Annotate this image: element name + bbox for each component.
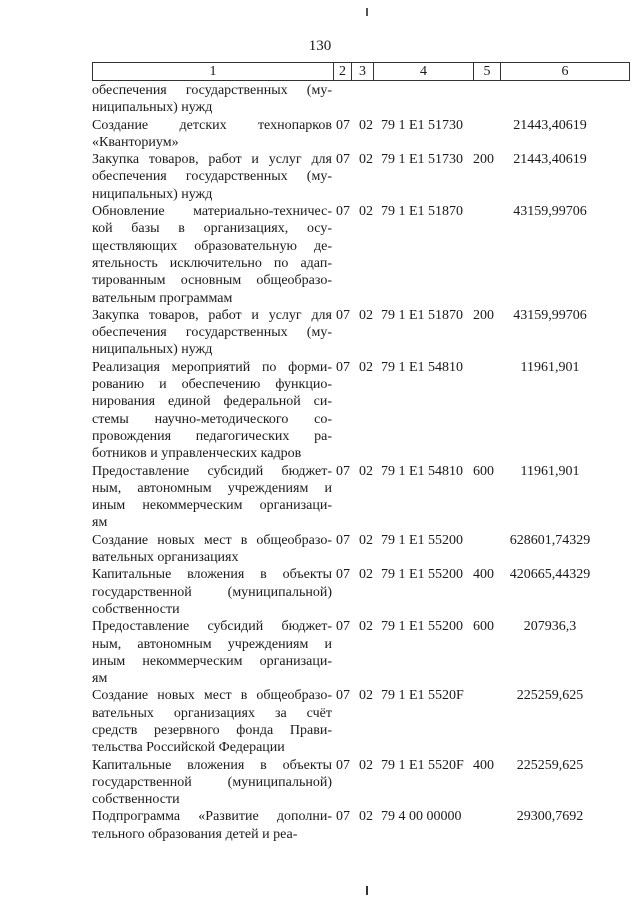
- row-name-line: обеспечения государственных (му-: [92, 83, 332, 98]
- row-name-line: Обновление материально-техничес-: [92, 204, 332, 220]
- subsection-code: 02: [359, 117, 373, 133]
- column-header-1: 1: [93, 63, 334, 81]
- column-header-6: 6: [501, 63, 630, 81]
- target-article-code: 79 1 E1 54810: [381, 463, 464, 479]
- row-name-line: Реализация мероприятий по форми-: [92, 359, 332, 375]
- row-name-line: тированным основным общеобразо-: [92, 273, 332, 289]
- amount: 29300,7692: [516, 809, 584, 825]
- row-name-line: «Кванториум»: [92, 134, 179, 150]
- expense-type-code: 200: [473, 152, 494, 168]
- expense-type-code: 600: [473, 463, 494, 479]
- amount: 225259,625: [516, 757, 584, 773]
- amount: 21443,40619: [513, 152, 587, 168]
- row-name-line: Капитальные вложения в объекты: [92, 757, 332, 773]
- row-name: [92, 532, 332, 567]
- amount: 225259,625: [516, 688, 584, 704]
- row-name-line: провождения педагогических ра-: [92, 428, 332, 444]
- row-name-line: Капитальные вложения в объекты: [92, 567, 332, 583]
- table-row: [92, 151, 632, 203]
- target-article-code: 79 1 E1 55200: [381, 619, 464, 635]
- page-number: 130: [308, 38, 332, 54]
- row-name: [92, 463, 332, 532]
- amount: 628601,74329: [509, 532, 591, 548]
- section-code: 07: [336, 567, 350, 583]
- amount: 43159,99706: [513, 204, 587, 220]
- table-row: [92, 566, 632, 618]
- row-name-line: ществляющих образовательную де-: [92, 238, 332, 254]
- row-name-line: нирования единой федеральной си-: [92, 394, 332, 410]
- table-row: [92, 757, 632, 809]
- row-name-line: ятельность исключительно по адап-: [92, 255, 332, 271]
- table-row: [92, 618, 632, 687]
- row-name-line: ботников и управленческих кадров: [92, 446, 302, 462]
- row-name-line: обеспечения государственных (му-: [92, 325, 332, 341]
- table-row: [92, 532, 632, 567]
- expense-type-code: 600: [473, 619, 494, 635]
- row-name-line: Создание детских технопарков: [92, 117, 332, 133]
- row-name-line: вательных организациях за счёт: [92, 705, 332, 721]
- target-article-code: 79 4 00 00000: [381, 809, 462, 825]
- target-article-code: 79 1 E1 5520F: [381, 757, 464, 773]
- row-name: [92, 566, 332, 618]
- column-header-3: 3: [352, 63, 374, 81]
- row-name-line: ниципальных) нужд: [92, 342, 213, 358]
- target-article-code: 79 1 E1 51870: [381, 204, 464, 220]
- subsection-code: 02: [359, 359, 373, 375]
- row-name-line: государственной (муниципальной): [92, 584, 332, 600]
- table-row: [92, 687, 632, 756]
- row-name-line: обеспечения государственных (му-: [92, 169, 332, 185]
- row-name: [92, 203, 332, 307]
- subsection-code: 02: [359, 757, 373, 773]
- subsection-code: 02: [359, 204, 373, 220]
- section-code: 07: [336, 152, 350, 168]
- row-name-line: Предоставление субсидий бюджет-: [92, 463, 332, 479]
- subsection-code: 02: [359, 619, 373, 635]
- subsection-code: 02: [359, 567, 373, 583]
- subsection-code: 02: [359, 307, 373, 323]
- target-article-code: 79 1 E1 51730: [381, 152, 464, 168]
- subsection-code: 02: [359, 152, 373, 168]
- row-name-line: ниципальных) нужд: [92, 100, 213, 116]
- scan-mark-top: [366, 8, 368, 16]
- expense-type-code: 400: [473, 757, 494, 773]
- section-code: 07: [336, 619, 350, 635]
- row-name: [92, 307, 332, 359]
- row-name-line: вательным программам: [92, 290, 233, 306]
- row-name-line: иным некоммерческим организаци-: [92, 653, 332, 669]
- expense-type-code: 200: [473, 307, 494, 323]
- table-row: [92, 463, 632, 532]
- section-code: 07: [336, 757, 350, 773]
- amount: 11961,901: [520, 463, 580, 479]
- row-name-line: Закупка товаров, работ и услуг для: [92, 152, 332, 168]
- amount: 43159,99706: [513, 307, 587, 323]
- row-name-line: стемы научно-методического со-: [92, 411, 332, 427]
- row-name-line: ям: [92, 515, 108, 531]
- row-name-line: Подпрограмма «Развитие дополни-: [92, 809, 332, 825]
- row-name: [92, 687, 332, 756]
- subsection-code: 02: [359, 809, 373, 825]
- subsection-code: 02: [359, 688, 373, 704]
- row-name-line: государственной (муниципальной): [92, 774, 332, 790]
- row-name-line: ным, автономным учреждениям и: [92, 636, 332, 652]
- table-row: [92, 117, 632, 152]
- amount: 207936,3: [523, 619, 577, 635]
- row-name-line: собственности: [92, 792, 180, 808]
- row-name-line: рованию и обеспечению функцио-: [92, 377, 332, 393]
- table-row: [92, 808, 632, 843]
- subsection-code: 02: [359, 463, 373, 479]
- row-name-line: Закупка товаров, работ и услуг для: [92, 307, 332, 323]
- table-row: [92, 359, 632, 463]
- row-name-line: ниципальных) нужд: [92, 186, 213, 202]
- section-code: 07: [336, 359, 350, 375]
- amount: 11961,901: [520, 359, 580, 375]
- column-header-2: 2: [334, 63, 352, 81]
- subsection-code: 02: [359, 532, 373, 548]
- row-name-line: ным, автономным учреждениям и: [92, 480, 332, 496]
- row-name-line: тельного образования детей и реа-: [92, 826, 298, 842]
- amount: 420665,44329: [509, 567, 591, 583]
- row-name-line: собственности: [92, 601, 180, 617]
- budget-table-body: [92, 82, 632, 843]
- target-article-code: 79 1 E1 55200: [381, 532, 464, 548]
- section-code: 07: [336, 532, 350, 548]
- section-code: 07: [336, 688, 350, 704]
- row-name-line: тельства Российской Федерации: [92, 740, 285, 756]
- row-name-line: Предоставление субсидий бюджет-: [92, 619, 332, 635]
- row-name-line: ям: [92, 671, 108, 687]
- row-name-line: средств резервного фонда Прави-: [92, 722, 332, 738]
- target-article-code: 79 1 E1 5520F: [381, 688, 464, 704]
- section-code: 07: [336, 307, 350, 323]
- row-name: [92, 757, 332, 809]
- row-name: [92, 117, 332, 152]
- row-name: [92, 808, 332, 843]
- column-header-row: [92, 62, 630, 81]
- target-article-code: 79 1 E1 51870: [381, 307, 464, 323]
- expense-type-code: 400: [473, 567, 494, 583]
- section-code: 07: [336, 117, 350, 133]
- column-header-5: 5: [474, 63, 501, 81]
- row-name: [92, 359, 332, 463]
- section-code: 07: [336, 204, 350, 220]
- target-article-code: 79 1 E1 51730: [381, 117, 464, 133]
- scan-mark-bottom: [366, 886, 368, 895]
- table-row: [92, 203, 632, 307]
- section-code: 07: [336, 809, 350, 825]
- section-code: 07: [336, 463, 350, 479]
- row-name-line: кой базы в организациях, осу-: [92, 221, 332, 237]
- target-article-code: 79 1 E1 55200: [381, 567, 464, 583]
- row-name-line: Создание новых мест в общеобразо-: [92, 532, 332, 548]
- target-article-code: 79 1 E1 54810: [381, 359, 464, 375]
- row-name: [92, 82, 332, 117]
- row-name-line: иным некоммерческим организаци-: [92, 498, 332, 514]
- row-name-line: Создание новых мест в общеобразо-: [92, 688, 332, 704]
- table-row: [92, 82, 632, 117]
- row-name: [92, 151, 332, 203]
- column-header-4: 4: [374, 63, 474, 81]
- row-name: [92, 618, 332, 687]
- row-name-line: вательных организациях: [92, 550, 239, 566]
- amount: 21443,40619: [513, 117, 587, 133]
- table-row: [92, 307, 632, 359]
